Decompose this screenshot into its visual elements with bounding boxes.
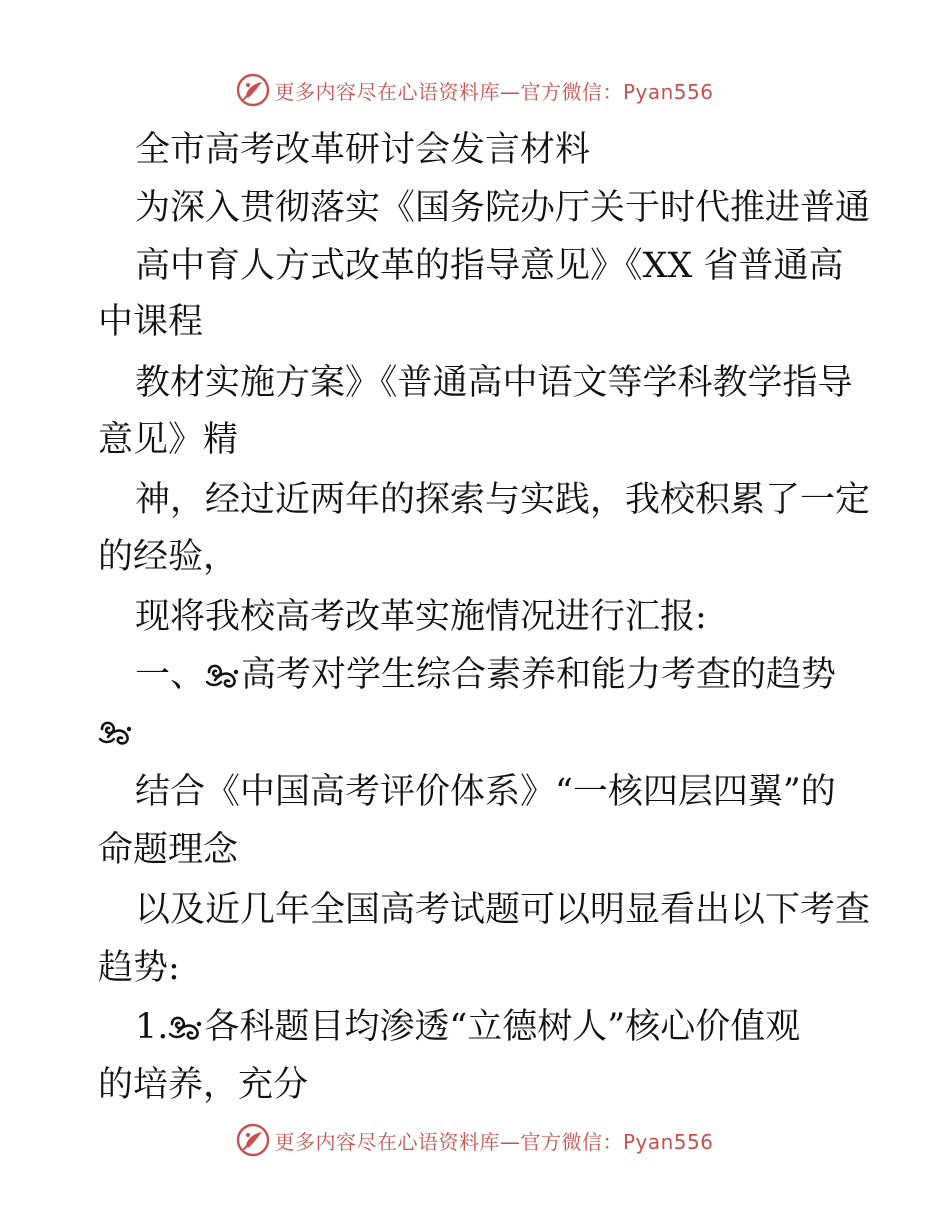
- seal-logo-icon: [236, 1123, 270, 1157]
- paragraph-line: 的培养，充分: [98, 1065, 309, 1105]
- header-banner: [0, 68, 950, 112]
- paragraph-line: 中课程: [98, 302, 204, 342]
- paragraph-line: 神，经过近两年的探索与实践，我校积累了一定: [135, 480, 871, 520]
- paragraph-line: 结合《中国高考评价体系》“一核四层四翼”的: [135, 772, 836, 812]
- paragraph-line: 命题理念: [98, 830, 239, 870]
- footer-banner-text: 更多内容尽在心语资料库—官方微信：Pyan556: [274, 1129, 714, 1154]
- scroll-ornament-icon: [168, 1012, 204, 1042]
- paragraph-line: 高中育人方式改革的指导意见》《XX 省普通高: [135, 246, 844, 286]
- document-title: 全市高考改革研讨会发言材料: [135, 130, 591, 170]
- paragraph-line: 现将我校高考改革实施情况进行汇报:: [135, 597, 707, 637]
- paragraph-line: 的经验，: [98, 537, 239, 577]
- paragraph-line: 为深入贯彻落实《国务院办厅关于时代推进普通: [135, 188, 871, 228]
- list-item-text: 各科题目均渗透“立德树人”核心价值观: [204, 1007, 801, 1047]
- header-banner-text: 更多内容尽在心语资料库—官方微信：Pyan556: [274, 79, 714, 104]
- list-item-number: 1.: [135, 1007, 169, 1047]
- footer-banner: [0, 1118, 950, 1162]
- paragraph-line: 以及近几年全国高考试题可以明显看出以下考查: [135, 890, 871, 930]
- paragraph-line: 意见》精: [98, 420, 239, 460]
- scroll-ornament-icon: [205, 660, 241, 690]
- section-heading: [0, 653, 950, 697]
- section-heading-text: 高考对学生综合素养和能力考查的趋势: [241, 655, 837, 695]
- paragraph-line: 教材实施方案》《普通高中语文等学科教学指导: [135, 363, 853, 403]
- section-heading-ornament-line: [0, 710, 950, 754]
- paragraph-line: 趋势:: [98, 948, 180, 988]
- seal-logo-icon: [236, 73, 270, 107]
- section-number: 一、: [135, 655, 206, 695]
- scroll-ornament-icon: [98, 717, 134, 747]
- list-item: [0, 1005, 950, 1049]
